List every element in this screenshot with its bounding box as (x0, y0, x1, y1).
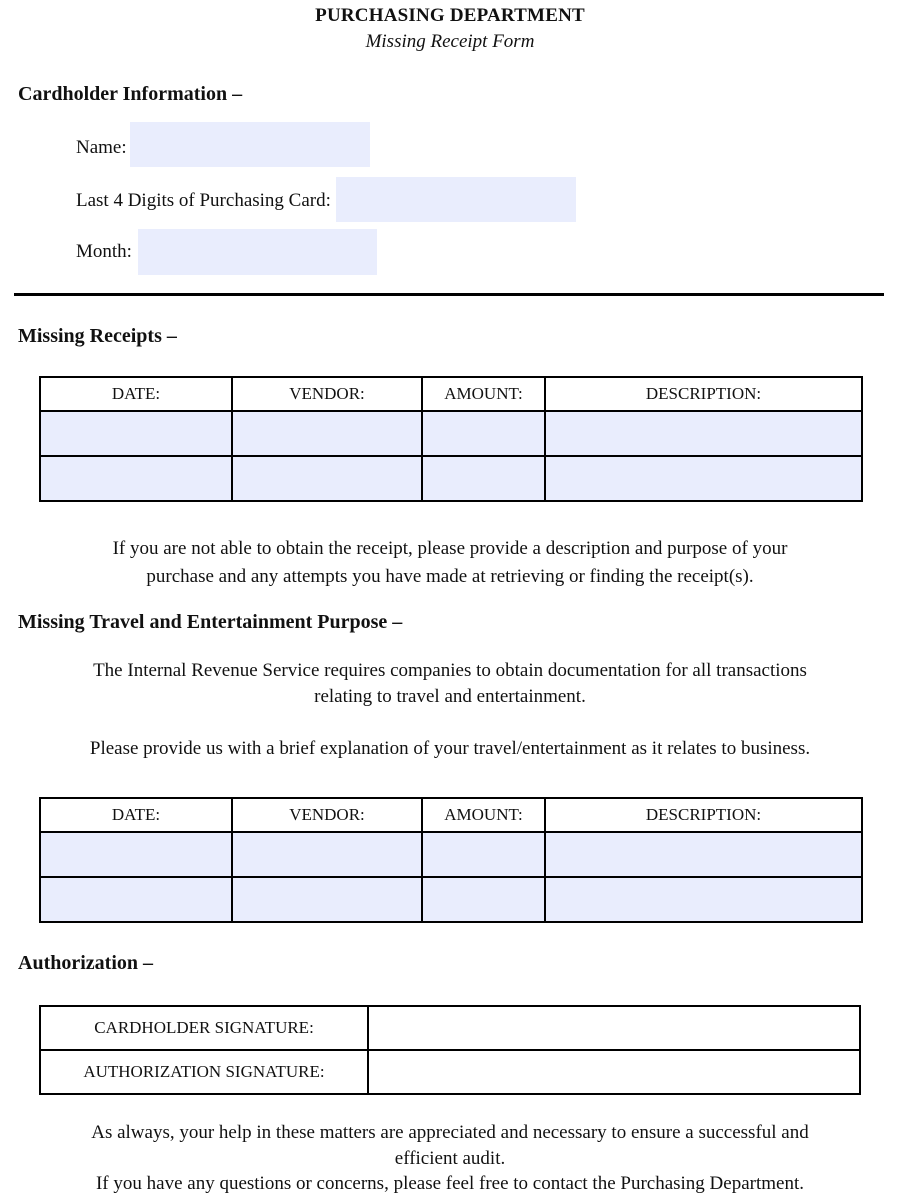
missing-receipts-table (39, 376, 863, 502)
receipt-note-line1: If you are not able to obtain the receipt, please provide a description and purpose of your (112, 538, 788, 559)
authorization-signature-label: AUTHORIZATION SIGNATURE: (40, 1050, 368, 1094)
section-divider (14, 293, 884, 296)
irs-note-line1: The Internal Revenue Service requires companies to obtain documentation for all transactions (93, 660, 807, 681)
description-cell[interactable] (545, 456, 862, 501)
footer-line1: As always, your help in these matters are appreciated and necessary to ensure a successful and (91, 1122, 809, 1143)
col-amount: AMOUNT: (422, 798, 545, 832)
table-header-row (40, 377, 862, 411)
card-digits-label: Last 4 Digits of Purchasing Card: (76, 190, 331, 211)
col-date: DATE: (40, 377, 232, 411)
table-row (40, 1006, 860, 1050)
name-label: Name: (76, 137, 127, 158)
cardholder-signature-label: CARDHOLDER SIGNATURE: (40, 1006, 368, 1050)
table-row (40, 1050, 860, 1094)
footer-line2: efficient audit. (394, 1148, 506, 1169)
table-row (40, 877, 862, 922)
card-digits-field[interactable] (336, 177, 576, 222)
amount-cell[interactable] (422, 411, 545, 456)
authorization-heading: Authorization – (18, 952, 153, 974)
name-field[interactable] (130, 122, 370, 167)
date-cell[interactable] (40, 877, 232, 922)
description-cell[interactable] (545, 411, 862, 456)
amount-cell[interactable] (422, 832, 545, 877)
vendor-cell[interactable] (232, 832, 422, 877)
cardholder-signature-field[interactable] (368, 1006, 860, 1050)
table-row (40, 456, 862, 501)
vendor-cell[interactable] (232, 877, 422, 922)
date-cell[interactable] (40, 832, 232, 877)
irs-note-line2: relating to travel and entertainment. (314, 686, 586, 707)
authorization-table (39, 1005, 861, 1095)
amount-cell[interactable] (422, 456, 545, 501)
form-title: PURCHASING DEPARTMENT (315, 5, 585, 26)
travel-heading: Missing Travel and Entertainment Purpose – (18, 611, 403, 633)
footer-line3: If you have any questions or concerns, please feel free to contact the Purchasing Department. (95, 1173, 804, 1194)
date-cell[interactable] (40, 411, 232, 456)
travel-explain-note: Please provide us with a brief explanation of your travel/entertainment as it relates to business. (89, 738, 811, 759)
description-cell[interactable] (545, 877, 862, 922)
col-vendor: VENDOR: (232, 798, 422, 832)
month-label: Month: (76, 241, 132, 262)
month-field[interactable] (138, 229, 377, 275)
col-amount: AMOUNT: (422, 377, 545, 411)
form-subtitle: Missing Receipt Form (365, 31, 535, 52)
col-description: DESCRIPTION: (545, 377, 862, 411)
table-row (40, 411, 862, 456)
missing-receipts-heading: Missing Receipts – (18, 325, 177, 347)
vendor-cell[interactable] (232, 456, 422, 501)
col-date: DATE: (40, 798, 232, 832)
cardholder-heading: Cardholder Information – (18, 83, 243, 105)
col-description: DESCRIPTION: (545, 798, 862, 832)
col-vendor: VENDOR: (232, 377, 422, 411)
table-header-row (40, 798, 862, 832)
authorization-signature-field[interactable] (368, 1050, 860, 1094)
description-cell[interactable] (545, 832, 862, 877)
receipt-note-line2: purchase and any attempts you have made at retrieving or finding the receipt(s). (146, 566, 754, 587)
amount-cell[interactable] (422, 877, 545, 922)
table-row (40, 832, 862, 877)
vendor-cell[interactable] (232, 411, 422, 456)
date-cell[interactable] (40, 456, 232, 501)
travel-table (39, 797, 863, 923)
